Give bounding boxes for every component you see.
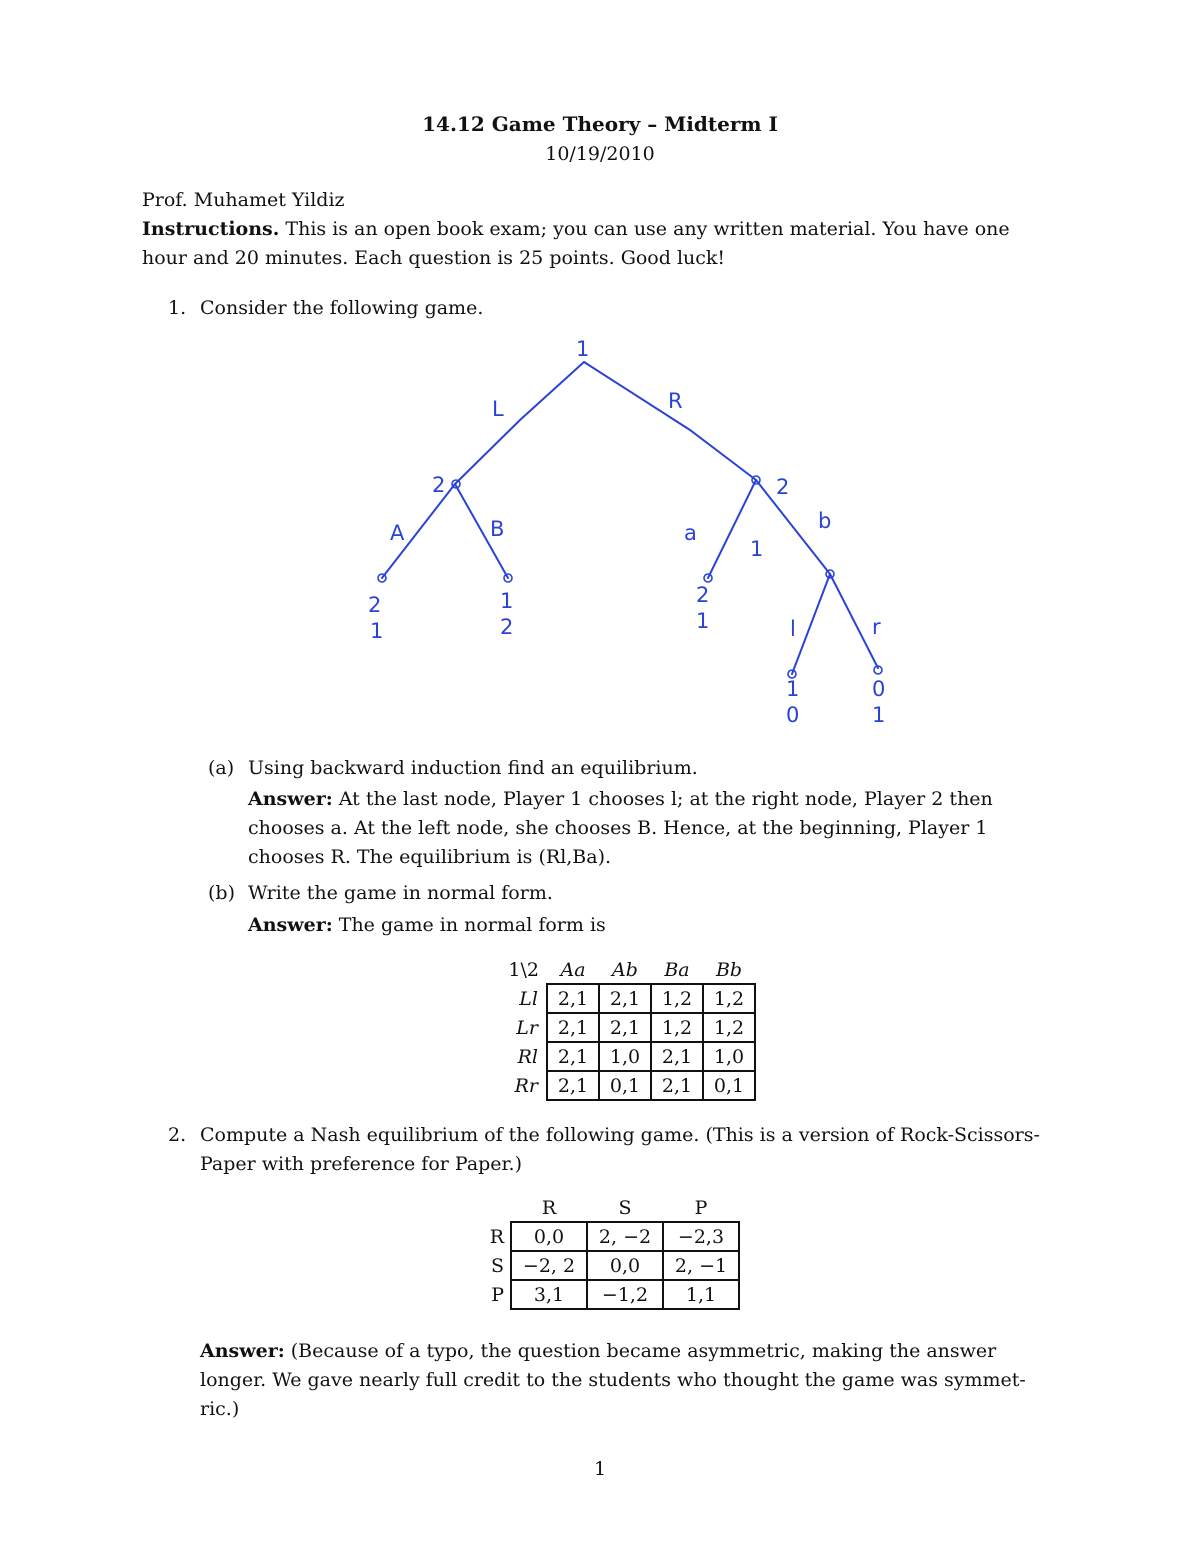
sub-player-label: 1 <box>750 537 764 561</box>
table-cell: −1,2 <box>587 1280 663 1309</box>
table-corner: 1\2 <box>508 959 539 981</box>
q1a-answer-line-3: chooses R. The equilibrium is (Rl,Ba). <box>248 846 612 868</box>
game-tree <box>0 0 1200 740</box>
table-cell: 0,1 <box>599 1071 651 1100</box>
q1b-question: Write the game in normal form. <box>248 882 553 904</box>
q2-number: 2. <box>168 1124 187 1146</box>
payoff-l-p1: 1 <box>786 677 800 701</box>
q2-answer-line-1 <box>200 1337 996 1366</box>
col-header-Ba: Ba <box>664 958 690 981</box>
q1-prompt: Consider the following game. <box>200 297 484 319</box>
table-cell: 2, −1 <box>663 1251 739 1280</box>
q1-number: 1. <box>168 297 187 319</box>
col-header-Ab: Ab <box>612 958 638 981</box>
table-cell: 2,1 <box>547 1013 599 1042</box>
q2-prompt-line-1: Compute a Nash equilibrium of the following game. (This is a version of Rock-Scissors- <box>200 1124 1040 1146</box>
table-cell: 2,1 <box>651 1042 703 1071</box>
rsp-header-row <box>474 1194 739 1222</box>
table-cell: 1,2 <box>703 1013 755 1042</box>
col-header-P: P <box>694 1196 708 1219</box>
tree-edges <box>382 362 878 674</box>
payoff-a-p2: 1 <box>696 609 710 633</box>
action-a-label: a <box>684 521 697 545</box>
normal-form-table <box>500 956 756 1101</box>
q1a-answer-line-2: chooses a. At the left node, she chooses B. Hence, at the beginning, Player 1 <box>248 817 988 839</box>
action-L-label: L <box>492 397 504 421</box>
table-cell: 0,0 <box>511 1222 587 1251</box>
table-cell: 2,1 <box>547 984 599 1013</box>
exam-date: 10/19/2010 <box>545 143 655 165</box>
table-cell: 2,1 <box>547 1042 599 1071</box>
payoff-l-p2: 0 <box>786 703 800 727</box>
action-r-label: r <box>872 615 881 639</box>
payoff-r-p2: 1 <box>872 703 886 727</box>
row-header-Rl: Rl <box>517 1045 538 1068</box>
rsp-corner <box>474 1194 511 1222</box>
table-cell: −2, 2 <box>511 1251 587 1280</box>
table-row <box>474 1280 739 1309</box>
table-row <box>474 1222 739 1251</box>
q2-prompt-line-2: Paper with preference for Paper.) <box>200 1153 522 1175</box>
table-cell: 2,1 <box>651 1071 703 1100</box>
q1a-label: (a) <box>208 757 235 779</box>
row-header-Rr: Rr <box>514 1074 538 1097</box>
table-cell: 2,1 <box>599 984 651 1013</box>
table-cell: 1,2 <box>651 984 703 1013</box>
instructions-label: Instructions. <box>142 218 280 240</box>
action-b-label: b <box>818 509 832 533</box>
root-player-label: 1 <box>576 337 590 361</box>
left-player-label: 2 <box>432 473 446 497</box>
action-R-label: R <box>668 389 683 413</box>
action-B-label: B <box>490 517 505 541</box>
action-l-label: l <box>790 617 796 641</box>
row-header-Ll: Ll <box>519 987 538 1010</box>
payoff-B-p2: 2 <box>500 615 514 639</box>
col-header-Aa: Aa <box>560 958 586 981</box>
col-header-S: S <box>618 1196 632 1219</box>
q1b-answer-line <box>248 911 606 940</box>
edge-l <box>792 574 830 674</box>
table-cell: 1,2 <box>703 984 755 1013</box>
q1a-answer-line-1 <box>248 785 993 814</box>
q2-answer-text-1: (Because of a typo, the question became asymmetric, making the answer <box>284 1340 997 1362</box>
table-cell: 1,0 <box>703 1042 755 1071</box>
instructions-text-1: This is an open book exam; you can use any written material. You have one <box>279 218 1010 240</box>
payoff-a-p1: 2 <box>696 583 710 607</box>
edge-L <box>455 362 584 484</box>
normal-form-header-row <box>500 956 755 984</box>
q1b-label: (b) <box>208 882 235 904</box>
q1a-answer-text-1: At the last node, Player 1 chooses l; at the right node, Player 2 then <box>332 788 993 810</box>
payoff-B-p1: 1 <box>500 589 514 613</box>
col-header-R: R <box>541 1196 557 1219</box>
payoff-A-p1: 2 <box>368 593 382 617</box>
action-A-label: A <box>390 521 405 545</box>
table-row <box>474 1251 739 1280</box>
payoff-A-p2: 1 <box>370 619 384 643</box>
row-header-P: P <box>491 1283 504 1306</box>
edge-R <box>584 362 756 480</box>
q1a-question: Using backward induction find an equilibrium. <box>248 757 698 779</box>
table-row <box>500 984 755 1013</box>
professor-line: Prof. Muhamet Yildiz <box>142 189 345 211</box>
payoff-r-p1: 0 <box>872 677 886 701</box>
page-number: 1 <box>593 1458 607 1480</box>
table-cell: 1,1 <box>663 1280 739 1309</box>
q2-answer-label: Answer: <box>200 1340 285 1362</box>
row-header-R: R <box>489 1225 504 1248</box>
table-cell: 0,0 <box>587 1251 663 1280</box>
row-header-S: S <box>490 1254 504 1277</box>
tree-nodes <box>378 476 882 678</box>
table-cell: 1,0 <box>599 1042 651 1071</box>
table-cell: 1,2 <box>651 1013 703 1042</box>
table-cell: 0,1 <box>703 1071 755 1100</box>
rsp-table <box>474 1194 740 1310</box>
edge-r <box>830 574 878 668</box>
table-cell: 2,1 <box>547 1071 599 1100</box>
table-row <box>500 1013 755 1042</box>
edge-a <box>708 480 756 578</box>
q1b-answer-label: Answer: <box>248 914 333 936</box>
q2-answer-line-2: longer. We gave nearly full credit to the students who thought the game was symmet- <box>200 1369 1026 1391</box>
right-player-label: 2 <box>776 475 790 499</box>
q1a-answer-label: Answer: <box>248 788 333 810</box>
q2-answer-line-3: ric.) <box>200 1398 240 1420</box>
instructions-line-2: hour and 20 minutes. Each question is 25 points. Good luck! <box>142 247 726 269</box>
page-title: 14.12 Game Theory – Midterm I <box>422 112 778 136</box>
col-header-Bb: Bb <box>715 958 743 981</box>
table-cell: 3,1 <box>511 1280 587 1309</box>
table-cell: 2,1 <box>599 1013 651 1042</box>
table-cell: −2,3 <box>663 1222 739 1251</box>
q1b-answer-text: The game in normal form is <box>332 914 606 936</box>
table-row <box>500 1042 755 1071</box>
table-row <box>500 1071 755 1100</box>
table-cell: 2, −2 <box>587 1222 663 1251</box>
row-header-Lr: Lr <box>516 1016 538 1039</box>
